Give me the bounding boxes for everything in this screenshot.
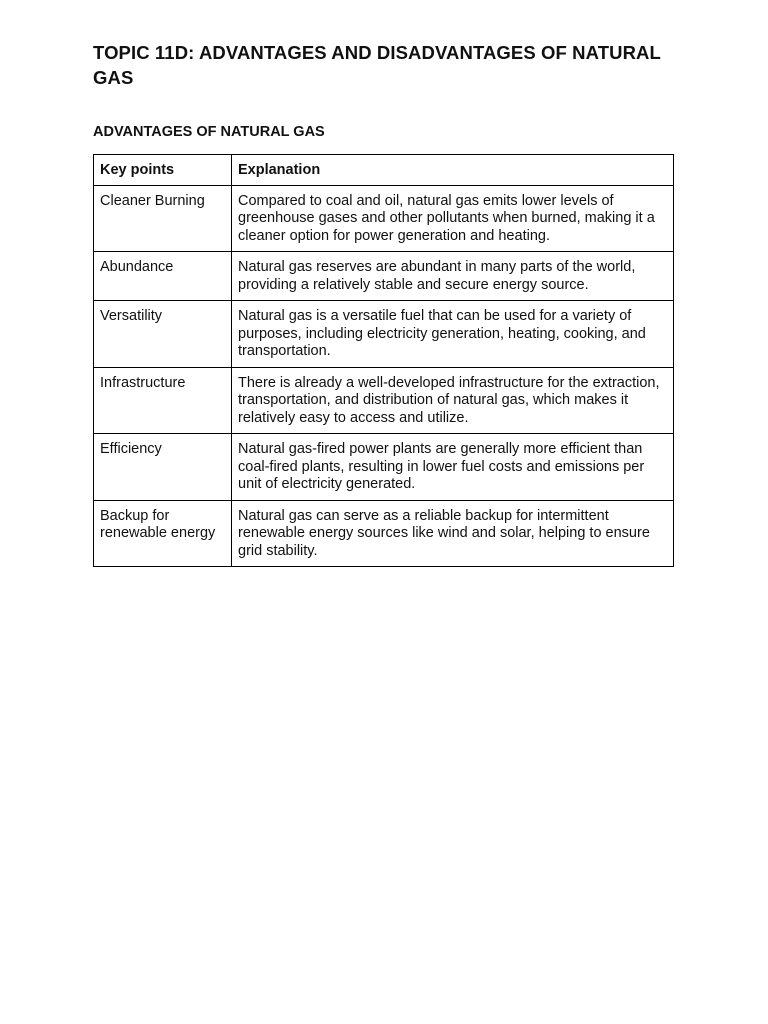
key-point-cell: Backup for renewable energy [94,500,232,567]
advantages-table [93,154,674,567]
explanation-cell: Natural gas-fired power plants are generally more efficient than coal-fired plants, resulting in lower fuel costs and emissions per unit of electricity generated. [232,434,674,501]
explanation-cell: Natural gas is a versatile fuel that can be used for a variety of purposes, including electricity generation, heating, cooking, and transportation. [232,301,674,368]
key-point-cell: Abundance [94,252,232,301]
table-row [94,185,674,252]
section-heading: ADVANTAGES OF NATURAL GAS [93,124,325,140]
document-page [93,40,673,567]
table-row [94,500,674,567]
table-row [94,367,674,434]
key-point-cell: Cleaner Burning [94,185,232,252]
key-point-cell: Infrastructure [94,367,232,434]
explanation-cell: Natural gas can serve as a reliable backup for intermittent renewable energy sources like wind and solar, helping to ensure grid stability. [232,500,674,567]
table-row [94,252,674,301]
explanation-cell: Natural gas reserves are abundant in many parts of the world, providing a relatively stable and secure energy source. [232,252,674,301]
key-point-cell: Versatility [94,301,232,368]
table-row [94,434,674,501]
column-header-key-points: Key points [94,155,232,186]
table-row [94,301,674,368]
explanation-cell: There is already a well-developed infrastructure for the extraction, transportation, and distribution of natural gas, which makes it relatively easy to access and utilize. [232,367,674,434]
page-title: TOPIC 11D: ADVANTAGES AND DISADVANTAGES OF NATURAL GAS [93,42,661,88]
key-point-cell: Efficiency [94,434,232,501]
column-header-explanation: Explanation [232,155,674,186]
table-header-row [94,155,674,186]
explanation-cell: Compared to coal and oil, natural gas emits lower levels of greenhouse gases and other pollutants when burned, making it a cleaner option for power generation and heating. [232,185,674,252]
